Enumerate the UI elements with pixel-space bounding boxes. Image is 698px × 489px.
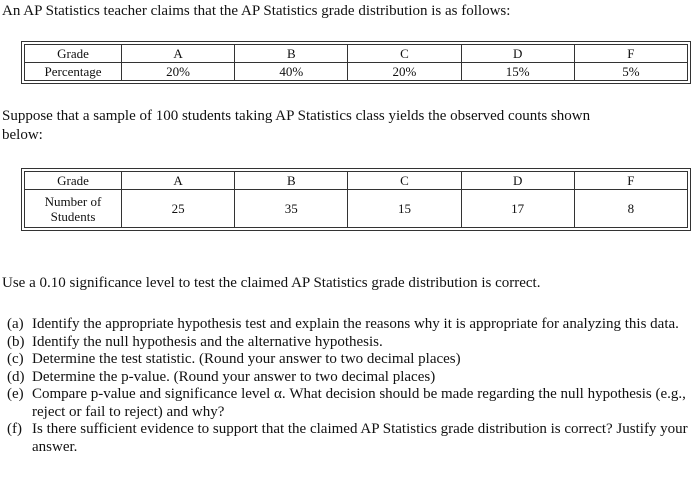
claimed-distribution-table (24, 44, 688, 81)
table-cell: C (348, 172, 461, 190)
table-cell: B (235, 172, 348, 190)
table-cell: D (461, 45, 574, 63)
question-text: Determine the p-value. (Round your answer to two decimal places) (32, 368, 436, 385)
list-item (7, 421, 693, 456)
row-header-line-2: Students (50, 208, 96, 224)
table-cell: 15 (348, 190, 461, 228)
list-item (7, 386, 693, 421)
question-label: (f) (7, 421, 22, 437)
table-cell: F (574, 45, 687, 63)
question-label: (e) (7, 386, 24, 402)
table-cell: 20% (348, 63, 461, 81)
table-cell: 5% (574, 63, 687, 81)
table-cell: Percentage (25, 63, 122, 81)
table-cell: 20% (122, 63, 235, 81)
row-header-line-1: Number of (44, 193, 102, 209)
table-cell (25, 190, 122, 228)
question-label: (c) (7, 351, 24, 367)
table-cell: 25 (122, 190, 235, 228)
question-text: Compare p-value and significance level α. What decision should be made regarding the null hypothesis (e.g., reject or fail to reject) and why? (32, 386, 686, 420)
list-item (7, 316, 693, 334)
table-row (25, 172, 688, 190)
question-label: (d) (7, 368, 25, 385)
table-cell: C (348, 45, 461, 63)
table-cell: F (574, 172, 687, 190)
table-cell: A (122, 45, 235, 63)
instruction-text: Use a 0.10 significance level to test the claimed AP Statistics grade distribution is correct. (2, 275, 541, 291)
question-text: Identify the null hypothesis and the alternative hypothesis. (32, 333, 383, 350)
table-cell: 8 (574, 190, 687, 228)
question-label: (a) (7, 316, 24, 332)
table-cell: 17 (461, 190, 574, 228)
table-cell: B (235, 45, 348, 63)
table-cell: A (122, 172, 235, 190)
table-cell: Grade (25, 45, 122, 63)
table-row (25, 45, 688, 63)
list-item (7, 369, 693, 387)
intro-text: An AP Statistics teacher claims that the AP Statistics grade distribution is as follows: (2, 3, 511, 19)
question-text: Identify the appropriate hypothesis test and explain the reasons why it is appropriate for analyzing this data. (32, 316, 679, 332)
table-cell: Grade (25, 172, 122, 190)
list-item (7, 334, 693, 352)
list-item (7, 351, 693, 369)
table-row (25, 190, 688, 228)
question-label: (b) (7, 333, 25, 350)
table-cell: D (461, 172, 574, 190)
sample-text-line-2: below: (2, 127, 43, 143)
question-list (7, 316, 693, 456)
table-cell: 40% (235, 63, 348, 81)
question-text: Is there sufficient evidence to support that the claimed AP Statistics grade distribution is correct? Justify your answer. (32, 421, 688, 455)
table-cell: 15% (461, 63, 574, 81)
sample-text-line-1: Suppose that a sample of 100 students taking AP Statistics class yields the observed counts shown (2, 108, 591, 124)
observed-counts-table (24, 171, 688, 228)
table-row (25, 63, 688, 81)
table-cell: 35 (235, 190, 348, 228)
question-text: Determine the test statistic. (Round your answer to two decimal places) (32, 351, 461, 367)
